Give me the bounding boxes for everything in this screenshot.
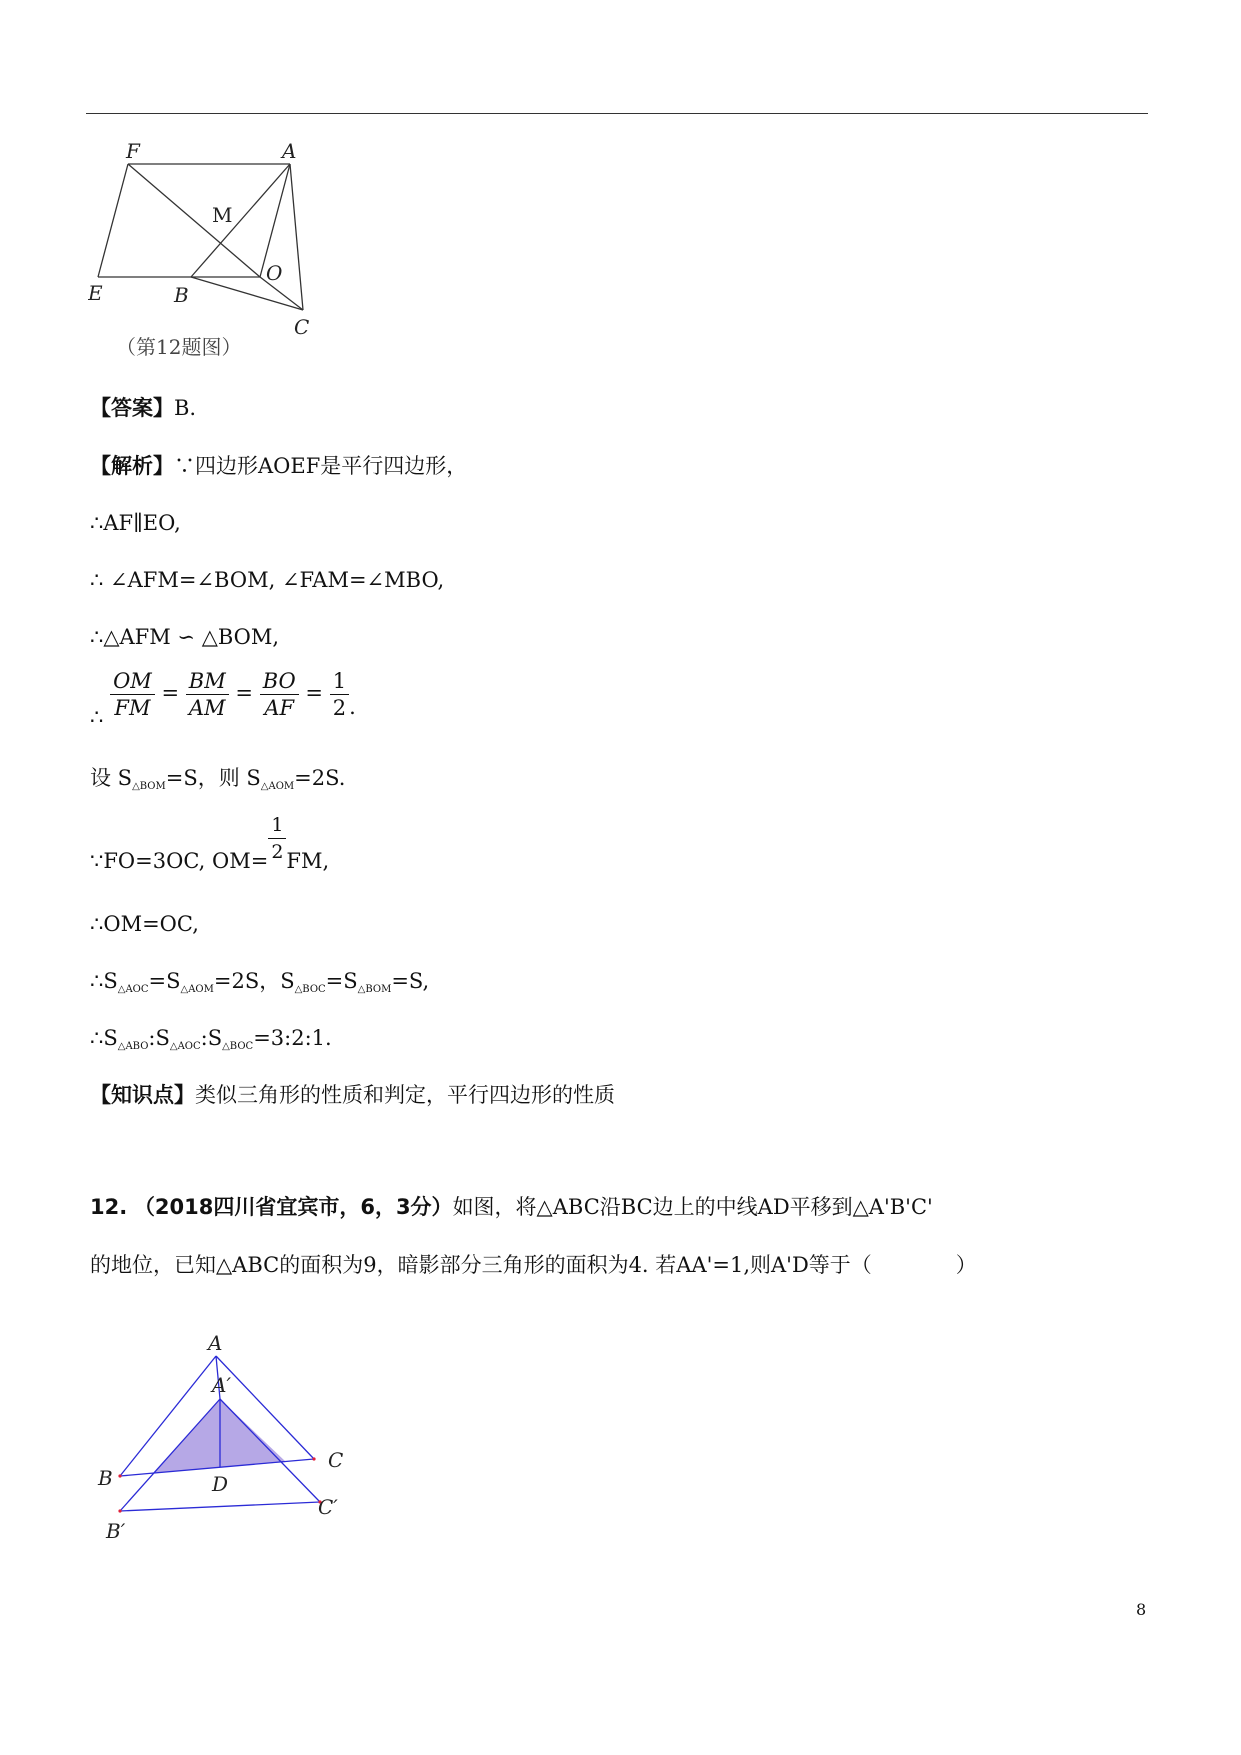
analysis-first: ∵四边形AOEF是平行四边形， [174,454,468,478]
fraction-half: $\frac{1}{2}$ [268,812,286,865]
fraction-bm-am: $\frac{BM}{AM}$ [186,668,229,721]
analysis-line-10: ∴S△ABO:S△AOC:S△BOC=3:2:1. [90,1026,332,1052]
figure-parallelogram [88,136,338,366]
analysis-line-8: ∴OM=OC, [90,912,199,936]
answer-tag: 【答案】 [90,396,174,420]
label2-C: C [328,1448,344,1472]
label2-A-prime: A′ [212,1373,231,1397]
question-text-1: 如图，将△ABC沿BC边上的中线AD平移到△A'B'C' [452,1195,933,1219]
analysis-tag: 【解析】 [90,454,174,478]
analysis-line-4: ∴△AFM ∽ △BOM, [90,625,280,649]
question-number: 12. [90,1195,128,1219]
knowledge-tag: 【知识点】 [90,1083,195,1107]
label-F: F [126,139,140,163]
figure1-caption: （第12题图） [116,335,242,359]
question-12-line-2: 的地位，已知△ABC的面积为9，暗影部分三角形的面积为4. 若AA'=1,则A'D等于（ ） [90,1253,977,1277]
analysis-line-6: 设 S△BOM=S，则 S△AOM=2S. [90,766,346,792]
label-M: M [212,203,233,227]
answer-text: B. [174,396,197,420]
label2-C-prime: C′ [318,1495,338,1519]
analysis-line-1 [90,451,467,481]
knowledge-line [90,1080,615,1110]
fraction-om-fm: $\frac{OM}{FM}$ [110,668,155,721]
label-O: O [266,261,283,285]
question-12-line-1 [90,1192,933,1222]
fraction-one-half: $\frac{1}{2}$ [330,668,349,721]
page-number: 8 [1136,1600,1147,1619]
label-A: A [282,139,297,163]
fraction-bo-af: $\frac{BO}{AF}$ [260,668,299,721]
analysis-line-2: ∴AF∥EO, [90,511,181,535]
header-rule [86,113,1148,114]
label-B: B [174,283,189,307]
label2-B-prime: B′ [106,1519,126,1543]
analysis-line-3: ∴ ∠AFM=∠BOM, ∠FAM=∠MBO, [90,568,445,592]
label2-D: D [212,1472,229,1496]
label-E: E [88,281,103,305]
answer-line [90,393,196,423]
label-C: C [294,315,310,339]
label2-B: B [98,1466,113,1490]
question-source: （2018四川省宜宾市，6，3分） [133,1195,453,1219]
analysis-line-9: ∴S△AOC=S△AOM=2S，S△BOC=S△BOM=S, [90,969,430,995]
analysis-line-5: ∴ $\frac{OM}{FM}$ = $\frac{BM}{AM}$ = $\frac{BO}{AF}$ = $\frac{1}{2}$ . [90,669,356,729]
knowledge-text: 类似三角形的性质和判定，平行四边形的性质 [195,1083,615,1107]
figure-translated-triangle [88,1328,368,1568]
analysis-line-7: ∵FO=3OC, OM= $\frac{1}{2}$ FM, [90,814,330,873]
label2-A: A [208,1331,223,1355]
